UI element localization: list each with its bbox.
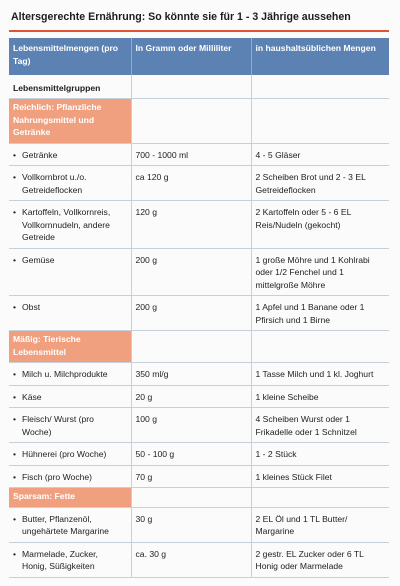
food-name: Getränke	[22, 149, 58, 160]
groups-label: Lebensmittelgruppen	[9, 75, 131, 99]
table-row	[9, 143, 389, 166]
food-name: Fleisch/ Wurst (pro Woche)	[22, 414, 94, 437]
table-header	[9, 38, 389, 75]
page-title: Altersgerechte Ernährung: So könnte sie für 1 - 3 Jährige aussehen	[11, 11, 351, 23]
category-row	[9, 331, 389, 363]
table-row	[9, 443, 389, 466]
category-row	[9, 488, 389, 508]
food-cell	[9, 296, 131, 331]
food-cell	[9, 363, 131, 386]
header-col-grams: In Gramm oder Milliliter	[131, 38, 251, 75]
bullet-icon: •	[13, 302, 17, 312]
bullet-icon: •	[13, 149, 17, 160]
title-bar	[9, 10, 389, 32]
food-name: Fisch (pro Woche)	[22, 471, 93, 482]
amount-cell: 70 g	[131, 465, 251, 488]
amount-cell: ca. 30 g	[131, 542, 251, 577]
bullet-icon: •	[13, 369, 17, 379]
household-cell: 1 - 2 Stück	[251, 443, 389, 466]
household-cell: 1 Apfel und 1 Banane oder 1 Pfirsich und 1 Birne	[251, 296, 389, 331]
food-name: Vollkornbrot u./o. Getreideflocken	[22, 172, 87, 195]
table-row	[9, 385, 389, 408]
bullet-icon: •	[13, 513, 17, 524]
groups-row	[9, 75, 389, 99]
household-cell: 1 große Möhre und 1 Kohlrabi oder 1/2 Fenchel und 1 mittelgroße Möhre	[251, 248, 389, 296]
bullet-icon: •	[13, 391, 17, 402]
household-cell: 2 Kartoffeln oder 5 - 6 EL Reis/Nudeln (gekocht)	[251, 201, 389, 249]
food-name: Hühnerei (pro Woche)	[22, 449, 107, 459]
household-cell: 2 EL Öl und 1 TL Butter/ Margarine	[251, 507, 389, 542]
food-cell	[9, 507, 131, 542]
table-row	[9, 465, 389, 488]
table-row	[9, 296, 389, 331]
household-cell: 4 Scheiben Wurst oder 1 Frikadelle oder 1 Schnitzel	[251, 408, 389, 443]
household-cell: 4 - 5 Gläser	[251, 143, 389, 166]
table-row	[9, 507, 389, 542]
food-cell	[9, 443, 131, 466]
bullet-icon: •	[13, 414, 17, 424]
amount-cell: 120 g	[131, 201, 251, 249]
bullet-icon: •	[13, 207, 17, 217]
household-cell: 1 kleines Stück Filet	[251, 465, 389, 488]
amount-cell: ca 120 g	[131, 166, 251, 201]
food-cell	[9, 465, 131, 488]
food-name: Gemüse	[22, 254, 55, 265]
table-row	[9, 201, 389, 249]
food-cell	[9, 408, 131, 443]
amount-cell: 30 g	[131, 507, 251, 542]
food-name: Kartoffeln, Vollkornreis, Vollkornnudeln, andere Getreide	[22, 207, 111, 242]
household-cell: 1 Tasse Milch und 1 kl. Joghurt	[251, 363, 389, 386]
food-cell	[9, 201, 131, 249]
amount-cell: 350 ml/g	[131, 363, 251, 386]
food-cell	[9, 166, 131, 201]
table-row	[9, 542, 389, 577]
amount-cell: 200 g	[131, 248, 251, 296]
header-col-household: in haushaltsüblichen Mengen	[251, 38, 389, 75]
category-label: Reichlich: Pflanzliche Nahrungsmittel und Getränke	[9, 99, 131, 144]
table-row	[9, 363, 389, 386]
nutrition-table	[9, 38, 389, 578]
food-name: Milch u. Milchprodukte	[22, 369, 108, 379]
amount-cell: 100 g	[131, 408, 251, 443]
category-row	[9, 99, 389, 144]
amount-cell: 50 - 100 g	[131, 443, 251, 466]
header-col-quantity: Lebensmittelmengen (pro Tag)	[9, 38, 131, 75]
household-cell: 1 kleine Scheibe	[251, 385, 389, 408]
amount-cell: 200 g	[131, 296, 251, 331]
food-cell	[9, 385, 131, 408]
category-label: Mäßig: Tierische Lebensmittel	[9, 331, 131, 363]
food-name: Marmelade, Zucker, Honig, Süßigkeiten	[22, 548, 98, 571]
food-name: Butter, Pflanzenöl, ungehärtete Margarine	[22, 513, 109, 536]
food-name: Käse	[22, 391, 42, 402]
amount-cell: 20 g	[131, 385, 251, 408]
household-cell: 2 Scheiben Brot und 2 - 3 EL Getreideflocken	[251, 166, 389, 201]
household-cell: 2 gestr. EL Zucker oder 6 TL Honig oder Marmelade	[251, 542, 389, 577]
food-cell	[9, 542, 131, 577]
food-cell	[9, 143, 131, 166]
table-row	[9, 166, 389, 201]
bullet-icon: •	[13, 254, 17, 265]
amount-cell: 700 - 1000 ml	[131, 143, 251, 166]
table-row	[9, 248, 389, 296]
bullet-icon: •	[13, 172, 17, 182]
category-label: Sparsam: Fette	[9, 488, 131, 508]
bullet-icon: •	[13, 471, 17, 482]
bullet-icon: •	[13, 548, 17, 559]
table-row	[9, 408, 389, 443]
bullet-icon: •	[13, 449, 17, 459]
food-name: Obst	[22, 302, 41, 312]
food-cell	[9, 248, 131, 296]
